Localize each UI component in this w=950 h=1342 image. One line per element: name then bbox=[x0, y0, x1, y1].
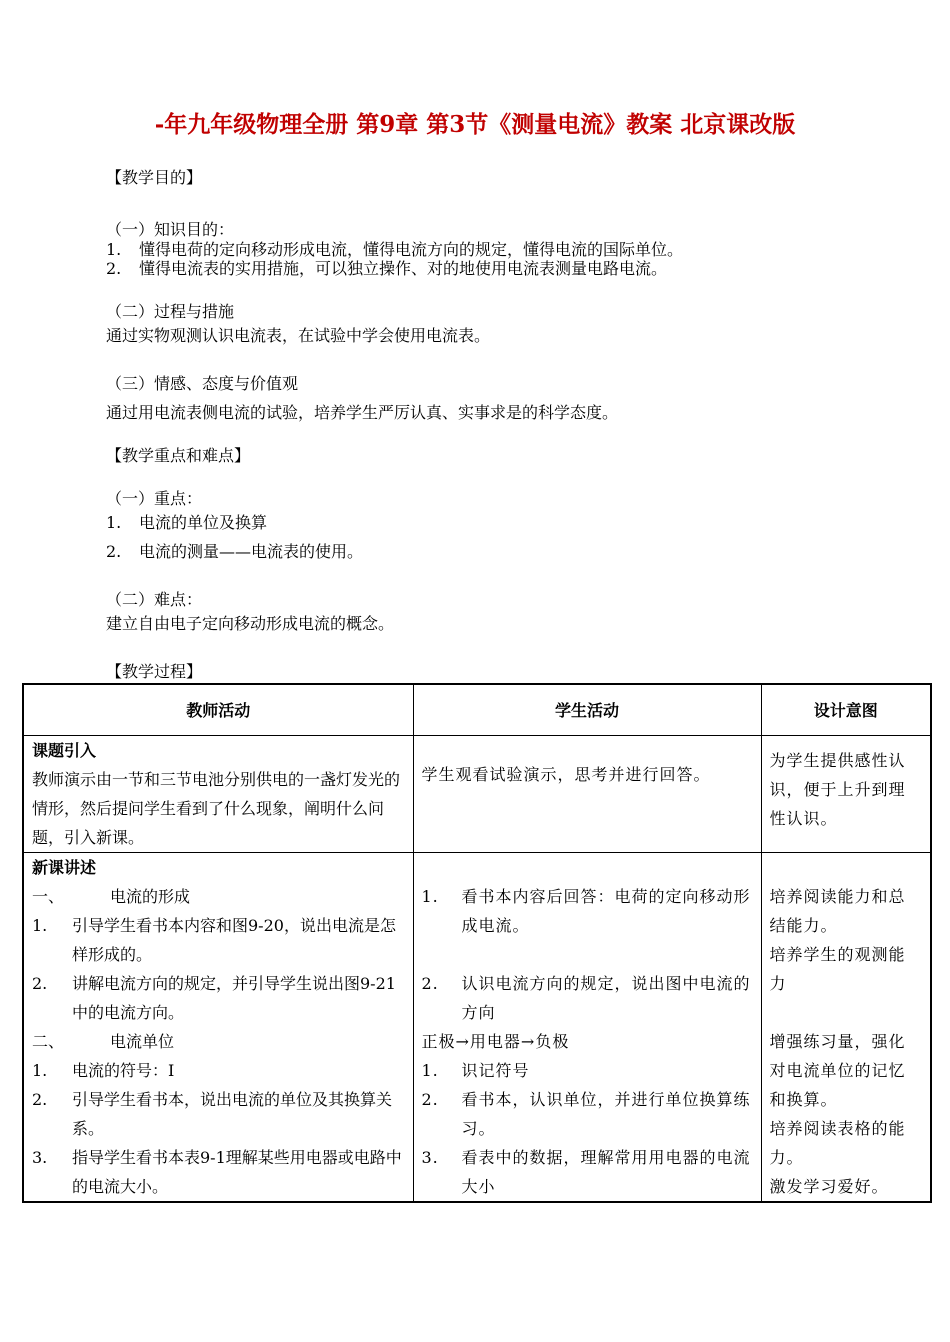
list-item bbox=[422, 969, 753, 1027]
item-text: 识记符号 bbox=[461, 1061, 530, 1080]
intent-text: 培养阅读表格的能力。 bbox=[769, 1119, 906, 1167]
knowledge-item bbox=[106, 259, 667, 279]
intent-text: 为学生提供感性认识，便于上升到理性认识。 bbox=[769, 751, 906, 828]
row-title: 新课讲述 bbox=[32, 858, 97, 877]
list-item bbox=[32, 1085, 405, 1143]
current-direction: 正极→用电器→负极 bbox=[421, 1032, 570, 1051]
table-row bbox=[23, 853, 931, 1203]
table-header-row bbox=[23, 684, 931, 736]
item-number: 1. bbox=[421, 887, 439, 906]
item-number: 1. bbox=[421, 1061, 439, 1080]
list-item bbox=[422, 882, 753, 940]
difficulty-heading: （二）难点： bbox=[106, 590, 203, 609]
student-cell bbox=[413, 736, 761, 853]
header-teacher-activity: 教师活动 bbox=[23, 684, 413, 736]
item-number: 2. bbox=[106, 259, 122, 278]
item-text: 懂得电流表的实用措施，可以独立操作、对的地使用电流表测量电路电流。 bbox=[139, 259, 668, 278]
header-student-activity: 学生活动 bbox=[413, 684, 761, 736]
list-item bbox=[422, 1056, 753, 1085]
item-text: 认识电流方向的规定，说出图中电流的方向 bbox=[461, 974, 751, 1022]
document-title: -年九年级物理全册 第9章 第3节《测量电流》教案 北京课改版 bbox=[154, 111, 796, 138]
header-design-intent: 设计意图 bbox=[761, 684, 931, 736]
knowledge-item bbox=[106, 240, 683, 260]
intent-text: 培养阅读能力和总结能力。 bbox=[769, 887, 906, 935]
item-text: 引导学生看书本内容和图9-20，说出电流是怎样形成的。 bbox=[72, 916, 396, 964]
part-title: 电流的形成 bbox=[110, 887, 191, 906]
teacher-text: 教师演示由一节和三节电池分别供电的一盏灯发光的情形，然后提问学生看到了什么现象，阐明什么问题，引入新课。 bbox=[32, 770, 401, 847]
item-text: 指导学生看书本表9-1理解某些用电器或电路中的电流大小。 bbox=[72, 1148, 402, 1196]
teaching-heading: 【教学过程】 bbox=[106, 662, 203, 681]
list-item bbox=[32, 969, 405, 1027]
part-number: 二、 bbox=[32, 1032, 65, 1051]
part-number: 一、 bbox=[32, 887, 65, 906]
table-row bbox=[23, 736, 931, 853]
list-item bbox=[32, 1143, 405, 1201]
item-number: 1. bbox=[106, 240, 122, 259]
part-heading bbox=[32, 882, 405, 911]
item-text: 看书本，认识单位，并进行单位换算练习。 bbox=[461, 1090, 751, 1138]
item-number: 2. bbox=[421, 974, 439, 993]
list-item bbox=[422, 1085, 753, 1143]
focus-heading: （一）重点： bbox=[106, 489, 203, 508]
teaching-process-table bbox=[22, 683, 932, 1203]
part-title: 电流单位 bbox=[110, 1032, 175, 1051]
student-cell bbox=[413, 853, 761, 1203]
focus-item bbox=[106, 513, 267, 533]
item-text: 电流的测量——电流表的使用。 bbox=[139, 542, 364, 561]
key-heading: 【教学重点和难点】 bbox=[106, 446, 251, 465]
intent-cell bbox=[761, 853, 931, 1203]
difficulty-text: 建立自由电子定向移动形成电流的概念。 bbox=[106, 614, 395, 633]
item-number: 1. bbox=[32, 916, 48, 935]
item-number: 1. bbox=[106, 513, 122, 532]
item-text: 电流的符号：I bbox=[72, 1061, 175, 1080]
item-number: 2. bbox=[32, 974, 48, 993]
intent-text: 培养学生的观测能力 bbox=[769, 945, 906, 993]
intent-text: 激发学习爱好。 bbox=[769, 1177, 889, 1196]
list-item bbox=[422, 1143, 753, 1201]
process-text: 通过实物观测认识电流表，在试验中学会使用电流表。 bbox=[106, 326, 491, 345]
emotion-heading: （三）情感、态度与价值观 bbox=[106, 374, 299, 393]
item-number: 2. bbox=[421, 1090, 439, 1109]
part-heading bbox=[32, 1027, 405, 1056]
student-text: 学生观看试验演示，思考并进行回答。 bbox=[421, 765, 711, 784]
row-title: 课题引入 bbox=[32, 741, 97, 760]
item-text: 电流的单位及换算 bbox=[139, 513, 268, 532]
item-number: 3. bbox=[421, 1148, 439, 1167]
item-text: 看表中的数据，理解常用用电器的电流大小 bbox=[461, 1148, 751, 1196]
goal-heading: 【教学目的】 bbox=[106, 168, 203, 187]
list-item bbox=[32, 1056, 405, 1085]
teacher-cell bbox=[23, 736, 413, 853]
list-item bbox=[32, 911, 405, 969]
intent-text: 增强练习量，强化对电流单位的记忆和换算。 bbox=[769, 1032, 906, 1109]
item-text: 看书本内容后回答：电荷的定向移动形成电流。 bbox=[461, 887, 751, 935]
item-number: 3. bbox=[32, 1148, 48, 1167]
item-text: 讲解电流方向的规定，并引导学生说出图9-21中的电流方向。 bbox=[72, 974, 396, 1022]
process-heading: （二）过程与措施 bbox=[106, 302, 235, 321]
item-number: 2. bbox=[106, 542, 122, 561]
item-number: 2. bbox=[32, 1090, 48, 1109]
teacher-cell bbox=[23, 853, 413, 1203]
item-text: 引导学生看书本，说出电流的单位及其换算关系。 bbox=[72, 1090, 393, 1138]
emotion-text: 通过用电流表侧电流的试验，培养学生严厉认真、实事求是的科学态度。 bbox=[106, 403, 619, 422]
focus-item bbox=[106, 542, 363, 562]
intent-cell bbox=[761, 736, 931, 853]
item-number: 1. bbox=[32, 1061, 48, 1080]
item-text: 懂得电荷的定向移动形成电流，懂得电流方向的规定，懂得电流的国际单位。 bbox=[139, 240, 684, 259]
knowledge-heading: （一）知识目的： bbox=[106, 220, 235, 239]
